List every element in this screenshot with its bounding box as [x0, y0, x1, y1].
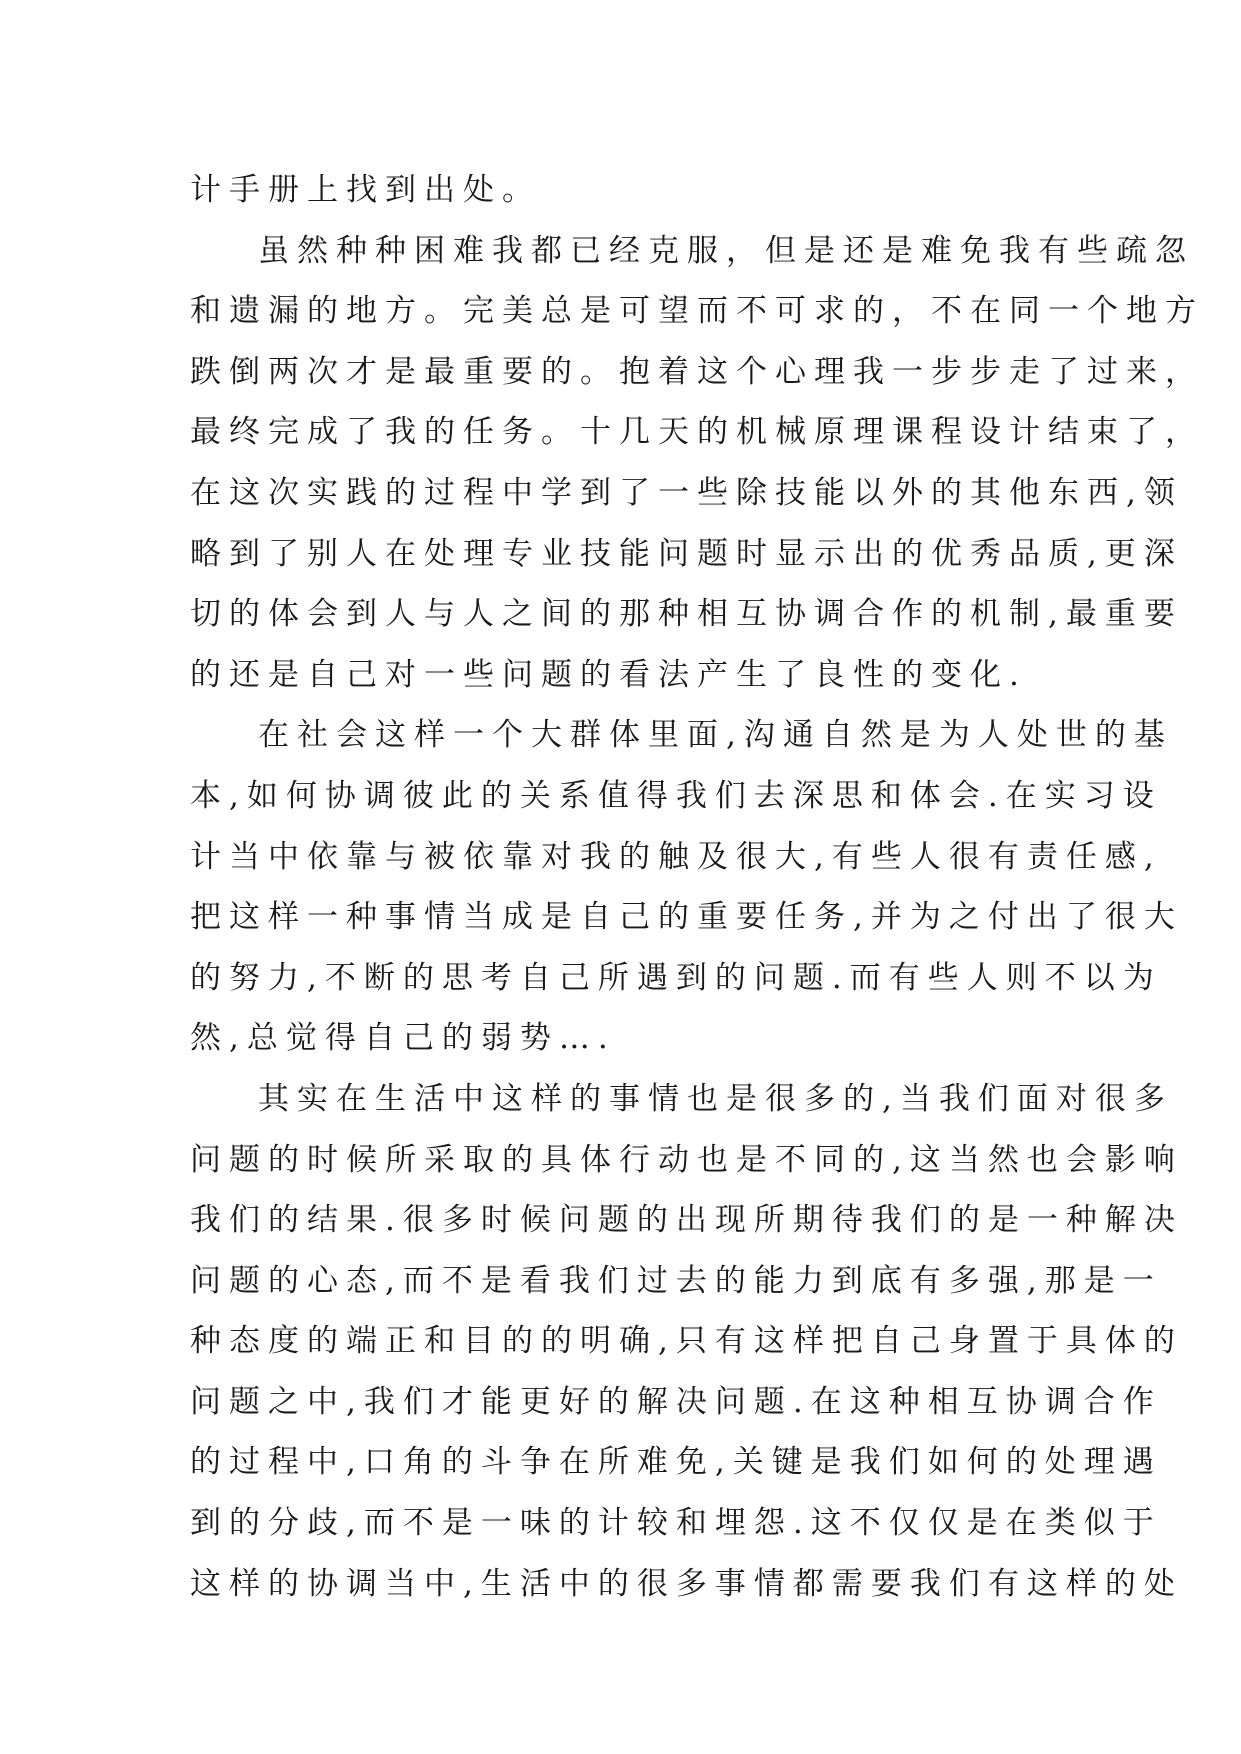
- text-line: 切的体会到人与人之间的那种相互协调合作的机制,最重要: [190, 596, 1183, 633]
- text-line: 我们的结果.很多时候问题的出现所期待我们的是一种解决: [190, 1202, 1183, 1239]
- text-line: 的努力,不断的思考自己所遇到的问题.而有些人则不以为: [190, 959, 1162, 996]
- text-line: 的过程中,口角的斗争在所难免,关键是我们如何的处理遇: [190, 1444, 1162, 1481]
- text-line: 这样的协调当中,生活中的很多事情都需要我们有这样的处: [190, 1565, 1183, 1602]
- text-line: 在这次实践的过程中学到了一些除技能以外的其他东西,领: [190, 474, 1183, 511]
- text-line: 问题的时候所采取的具体行动也是不同的,这当然也会影响: [190, 1141, 1183, 1178]
- paragraph-start-line: 其实在生活中这样的事情也是很多的,当我们面对很多: [258, 1080, 1173, 1117]
- paragraph-start-line: 在社会这样一个大群体里面,沟通自然是为人处世的基: [258, 717, 1173, 754]
- text-line: 最终完成了我的任务。十几天的机械原理课程设计结束了，: [190, 414, 1204, 451]
- document-body: [190, 160, 1204, 1614]
- text-line: 种态度的端正和目的的明确,只有这样把自己身置于具体的: [190, 1323, 1183, 1360]
- text-line: 把这样一种事情当成是自己的重要任务,并为之付出了很大: [190, 899, 1183, 936]
- text-line: 问题的心态,而不是看我们过去的能力到底有多强,那是一: [190, 1262, 1162, 1299]
- text-line: 本,如何协调彼此的关系值得我们去深思和体会.在实习设: [190, 777, 1162, 814]
- paragraph-start-line: 虽然种种困难我都已经克服，但是还是难免我有些疏忽: [258, 232, 1194, 269]
- text-line: 计手册上找到出处。: [190, 172, 541, 208]
- text-line: 略到了别人在处理专业技能问题时显示出的优秀品质,更深: [190, 535, 1183, 572]
- text-line: 到的分歧,而不是一味的计较和埋怨.这不仅仅是在类似于: [190, 1505, 1162, 1542]
- text-line: 和遗漏的地方。完美总是可望而不可求的，不在同一个地方: [190, 293, 1204, 330]
- text-line: 跌倒两次才是最重要的。抱着这个心理我一步步走了过来，: [190, 353, 1204, 390]
- text-line: 然,总觉得自己的弱势….: [190, 1020, 616, 1057]
- text-line: 计当中依靠与被依靠对我的触及很大,有些人很有责任感,: [190, 838, 1162, 875]
- text-line: 问题之中,我们才能更好的解决问题.在这种相互协调合作: [190, 1383, 1162, 1420]
- text-line: 的还是自己对一些问题的看法产生了良性的变化.: [190, 656, 1027, 693]
